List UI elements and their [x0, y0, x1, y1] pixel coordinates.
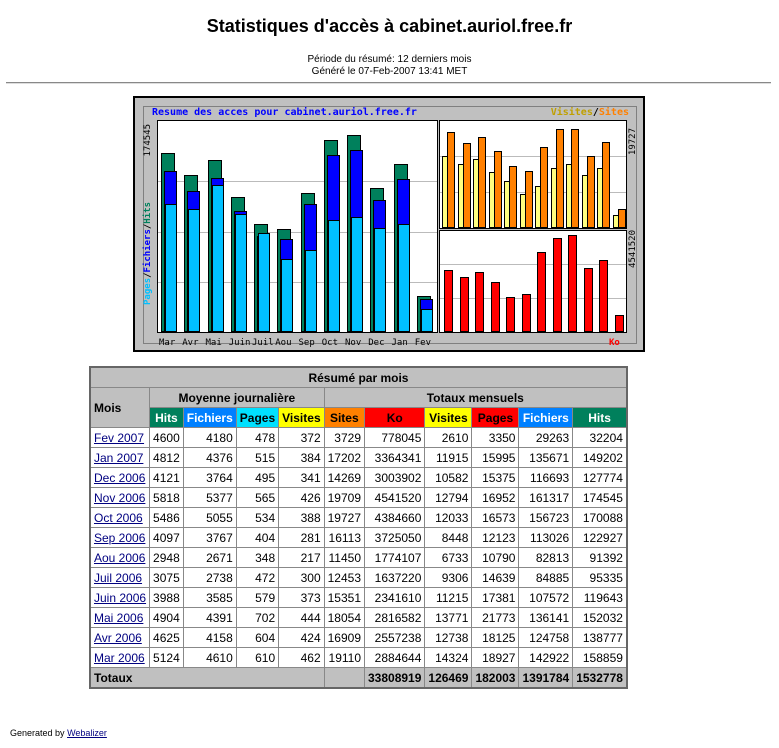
totals-cell: 1532778 — [573, 668, 627, 689]
value-cell: 95335 — [573, 568, 627, 588]
pages-bar — [398, 224, 410, 332]
value-cell: 372 — [279, 428, 324, 448]
col-monthly-hits: Hits — [573, 408, 627, 428]
legend-sites: Sites — [598, 107, 629, 118]
pages-bar — [212, 185, 224, 332]
value-cell: 82813 — [519, 548, 573, 568]
value-cell: 4121 — [150, 468, 184, 488]
month-cell — [90, 468, 150, 488]
value-cell: 2671 — [183, 548, 236, 568]
month-label: Juil — [252, 338, 274, 348]
sites-bar — [587, 156, 595, 228]
sites-bar — [556, 129, 564, 228]
value-cell: 16573 — [472, 508, 519, 528]
month-label: Mai — [205, 338, 222, 348]
generated-date: Généré le 07-Feb-2007 13:41 MET — [311, 66, 468, 77]
monthly-summary-table — [89, 366, 628, 689]
value-cell: 4812 — [150, 448, 184, 468]
value-cell: 113026 — [519, 528, 573, 548]
value-cell: 152032 — [573, 608, 627, 628]
table-row — [90, 628, 627, 648]
legend-fichiers: Fichiers — [143, 229, 153, 273]
value-cell: 16952 — [472, 488, 519, 508]
value-cell: 444 — [279, 608, 324, 628]
value-cell: 116693 — [519, 468, 573, 488]
month-link[interactable]: Juil 2006 — [94, 570, 143, 585]
table-row — [90, 508, 627, 528]
ko-bar — [599, 260, 608, 332]
ko-axis-max: 4541520 — [628, 230, 638, 268]
value-cell: 424 — [279, 628, 324, 648]
value-cell: 14639 — [472, 568, 519, 588]
graph-title: Resume des acces pour cabinet.auriol.free.fr — [152, 107, 417, 118]
totals-row — [90, 668, 627, 689]
month-label: Juin — [228, 338, 251, 348]
legend-separator: / — [592, 107, 599, 118]
pages-bar — [258, 233, 270, 332]
value-cell: 119643 — [573, 588, 627, 608]
ko-plot — [439, 230, 627, 333]
value-cell: 149202 — [573, 448, 627, 468]
value-cell: 11450 — [324, 548, 364, 568]
value-cell: 127774 — [573, 468, 627, 488]
value-cell: 2341610 — [365, 588, 425, 608]
pages-bar — [374, 228, 386, 332]
pages-bar — [305, 250, 317, 332]
value-cell: 373 — [279, 588, 324, 608]
month-cell — [90, 528, 150, 548]
value-cell: 142922 — [519, 648, 573, 668]
month-cell — [90, 648, 150, 668]
month-label: Oct — [321, 338, 339, 348]
month-link[interactable]: Dec 2006 — [94, 470, 146, 485]
pages-bar — [165, 204, 177, 332]
pages-bar — [235, 214, 247, 332]
value-cell: 2884644 — [365, 648, 425, 668]
col-daily-visites: Visites — [279, 408, 324, 428]
value-cell: 4625 — [150, 628, 184, 648]
col-daily-pages: Pages — [236, 408, 278, 428]
table-row — [90, 428, 627, 448]
value-cell: 170088 — [573, 508, 627, 528]
ko-bar — [584, 268, 593, 332]
value-cell: 122927 — [573, 528, 627, 548]
ko-bar — [460, 277, 469, 332]
pages-bar — [281, 259, 293, 332]
visits-axis-max: 19727 — [628, 128, 638, 156]
value-cell: 2816582 — [365, 608, 425, 628]
sites-bar — [571, 129, 579, 228]
totals-cell: 126469 — [425, 668, 472, 689]
value-cell: 3767 — [183, 528, 236, 548]
value-cell: 9306 — [425, 568, 472, 588]
sites-bar — [447, 132, 455, 228]
month-cell — [90, 428, 150, 448]
value-cell: 388 — [279, 508, 324, 528]
month-link[interactable]: Oct 2006 — [94, 510, 143, 525]
sites-bar — [540, 147, 548, 228]
ko-bar — [506, 297, 515, 332]
value-cell: 3075 — [150, 568, 184, 588]
totals-cell: 1391784 — [519, 668, 573, 689]
value-cell: 15375 — [472, 468, 519, 488]
value-cell: 3729 — [324, 428, 364, 448]
month-link[interactable]: Avr 2006 — [94, 630, 142, 645]
summary-info — [0, 54, 779, 78]
value-cell: 135671 — [519, 448, 573, 468]
graph-legend-visits-sites — [551, 107, 629, 118]
value-cell: 15995 — [472, 448, 519, 468]
value-cell: 341 — [279, 468, 324, 488]
totals-cell: 182003 — [472, 668, 519, 689]
value-cell: 10790 — [472, 548, 519, 568]
month-cell — [90, 548, 150, 568]
pages-bar — [421, 309, 433, 332]
ko-bar — [522, 294, 531, 332]
legend-visites: Visites — [550, 107, 593, 118]
value-cell: 426 — [279, 488, 324, 508]
value-cell: 124758 — [519, 628, 573, 648]
value-cell: 19110 — [324, 648, 364, 668]
left-axis-legend: Pages/Fichiers/Hits — [143, 202, 153, 305]
value-cell: 14324 — [425, 648, 472, 668]
summary-period: Période du résumé: 12 derniers mois — [307, 54, 472, 65]
value-cell: 1637220 — [365, 568, 425, 588]
value-cell: 174545 — [573, 488, 627, 508]
ko-bar — [491, 282, 500, 332]
value-cell: 4180 — [183, 428, 236, 448]
value-cell: 6733 — [425, 548, 472, 568]
col-mois: Mois — [90, 388, 150, 428]
month-cell — [90, 488, 150, 508]
ko-bar — [475, 272, 484, 332]
month-label: Jan — [391, 338, 408, 348]
value-cell: 12033 — [425, 508, 472, 528]
month-label: Avr — [182, 338, 199, 348]
value-cell: 2738 — [183, 568, 236, 588]
value-cell: 4384660 — [365, 508, 425, 528]
month-label: Nov — [345, 338, 362, 348]
ko-bar — [444, 270, 453, 332]
table-caption: Résumé par mois — [90, 367, 627, 388]
totals-cell: 33808919 — [365, 668, 425, 689]
value-cell: 11915 — [425, 448, 472, 468]
value-cell: 478 — [236, 428, 278, 448]
col-monthly-ko: Ko — [365, 408, 425, 428]
value-cell: 16909 — [324, 628, 364, 648]
page-title: Statistiques d'accès à cabinet.auriol.free.fr — [206, 16, 573, 36]
value-cell: 4904 — [150, 608, 184, 628]
sites-bar — [618, 209, 626, 228]
value-cell: 2610 — [425, 428, 472, 448]
value-cell: 138777 — [573, 628, 627, 648]
group-daily: Moyenne journalière — [150, 388, 325, 408]
table-row — [90, 648, 627, 668]
totals-empty — [324, 668, 364, 689]
pages-bar — [328, 220, 340, 332]
value-cell: 4097 — [150, 528, 184, 548]
value-cell: 3725050 — [365, 528, 425, 548]
month-link[interactable]: Nov 2006 — [94, 490, 146, 505]
table-row — [90, 608, 627, 628]
value-cell: 604 — [236, 628, 278, 648]
pages-bar — [188, 209, 200, 332]
month-label: Dec — [368, 338, 385, 348]
value-cell: 12123 — [472, 528, 519, 548]
month-label: Sep — [298, 338, 315, 348]
month-cell — [90, 628, 150, 648]
value-cell: 348 — [236, 548, 278, 568]
value-cell: 4158 — [183, 628, 236, 648]
value-cell: 12738 — [425, 628, 472, 648]
value-cell: 462 — [279, 648, 324, 668]
value-cell: 3988 — [150, 588, 184, 608]
value-cell: 3003902 — [365, 468, 425, 488]
value-cell: 4600 — [150, 428, 184, 448]
sites-bar — [494, 151, 502, 228]
value-cell: 610 — [236, 648, 278, 668]
value-cell: 12453 — [324, 568, 364, 588]
month-link[interactable]: Jan 2007 — [94, 450, 144, 465]
value-cell: 495 — [236, 468, 278, 488]
value-cell: 91392 — [573, 548, 627, 568]
value-cell: 107572 — [519, 588, 573, 608]
value-cell: 21773 — [472, 608, 519, 628]
top-divider — [6, 82, 771, 84]
month-link[interactable]: Juin 2006 — [94, 590, 147, 605]
month-cell — [90, 448, 150, 468]
value-cell: 579 — [236, 588, 278, 608]
value-cell: 5377 — [183, 488, 236, 508]
value-cell: 281 — [279, 528, 324, 548]
col-daily-fichiers: Fichiers — [183, 408, 236, 428]
sites-bar — [463, 143, 471, 228]
table-row — [90, 448, 627, 468]
col-monthly-visites: Visites — [425, 408, 472, 428]
table-row — [90, 568, 627, 588]
month-label: Mar — [159, 338, 176, 348]
value-cell: 3764 — [183, 468, 236, 488]
ko-bar — [615, 315, 624, 332]
footer-text: Generated by — [10, 728, 65, 738]
value-cell: 11215 — [425, 588, 472, 608]
value-cell: 161317 — [519, 488, 573, 508]
value-cell: 565 — [236, 488, 278, 508]
value-cell: 534 — [236, 508, 278, 528]
legend-pages: Pages — [143, 277, 153, 305]
value-cell: 18054 — [324, 608, 364, 628]
value-cell: 18125 — [472, 628, 519, 648]
value-cell: 12794 — [425, 488, 472, 508]
month-cell — [90, 588, 150, 608]
value-cell: 16113 — [324, 528, 364, 548]
group-monthly: Totaux mensuels — [324, 388, 627, 408]
value-cell: 515 — [236, 448, 278, 468]
value-cell: 32204 — [573, 428, 627, 448]
value-cell: 2948 — [150, 548, 184, 568]
table-row — [90, 588, 627, 608]
month-label: Aou — [275, 338, 292, 348]
value-cell: 3364341 — [365, 448, 425, 468]
value-cell: 18927 — [472, 648, 519, 668]
value-cell: 1774107 — [365, 548, 425, 568]
table-row — [90, 468, 627, 488]
value-cell: 4391 — [183, 608, 236, 628]
value-cell: 19709 — [324, 488, 364, 508]
value-cell: 13771 — [425, 608, 472, 628]
table-row — [90, 528, 627, 548]
month-link[interactable]: Aou 2006 — [94, 550, 146, 565]
ko-bar — [553, 238, 562, 332]
value-cell: 300 — [279, 568, 324, 588]
value-cell: 19727 — [324, 508, 364, 528]
value-cell: 3350 — [472, 428, 519, 448]
month-cell — [90, 608, 150, 628]
value-cell: 778045 — [365, 428, 425, 448]
month-cell — [90, 508, 150, 528]
month-link[interactable]: Sep 2006 — [94, 530, 146, 545]
value-cell: 5055 — [183, 508, 236, 528]
value-cell: 17202 — [324, 448, 364, 468]
value-cell: 5124 — [150, 648, 184, 668]
value-cell: 158859 — [573, 648, 627, 668]
value-cell: 15351 — [324, 588, 364, 608]
value-cell: 84885 — [519, 568, 573, 588]
totals-label: Totaux — [90, 668, 324, 689]
pages-bar — [351, 217, 363, 332]
col-daily-hits: Hits — [150, 408, 184, 428]
value-cell: 4541520 — [365, 488, 425, 508]
ko-label: Ko — [609, 338, 620, 348]
value-cell: 217 — [279, 548, 324, 568]
month-link[interactable]: Mar 2006 — [94, 650, 145, 665]
value-cell: 384 — [279, 448, 324, 468]
value-cell: 14269 — [324, 468, 364, 488]
value-cell: 10582 — [425, 468, 472, 488]
month-link[interactable]: Mai 2006 — [94, 610, 144, 625]
col-monthly-sites: Sites — [324, 408, 364, 428]
value-cell: 4376 — [183, 448, 236, 468]
value-cell: 702 — [236, 608, 278, 628]
table-row — [90, 488, 627, 508]
value-cell: 4610 — [183, 648, 236, 668]
value-cell: 8448 — [425, 528, 472, 548]
footer — [10, 728, 107, 738]
value-cell: 17381 — [472, 588, 519, 608]
table-row — [90, 548, 627, 568]
sites-bar — [509, 166, 517, 228]
sites-bar — [478, 137, 486, 228]
webalizer-link[interactable]: Webalizer — [67, 728, 107, 738]
left-axis-max: 174545 — [143, 124, 153, 157]
value-cell: 5486 — [150, 508, 184, 528]
value-cell: 136141 — [519, 608, 573, 628]
ko-bar — [537, 252, 546, 332]
value-cell: 29263 — [519, 428, 573, 448]
legend-hits: Hits — [143, 202, 153, 224]
month-cell — [90, 568, 150, 588]
month-link[interactable]: Fev 2007 — [94, 430, 145, 445]
value-cell: 3585 — [183, 588, 236, 608]
value-cell: 156723 — [519, 508, 573, 528]
value-cell: 2557238 — [365, 628, 425, 648]
hits-files-pages-plot — [157, 120, 438, 333]
sites-bar — [525, 171, 533, 228]
usage-graph — [133, 96, 645, 352]
value-cell: 472 — [236, 568, 278, 588]
visits-sites-plot — [439, 120, 627, 229]
col-monthly-pages: Pages — [472, 408, 519, 428]
ko-bar — [568, 235, 577, 332]
sites-bar — [602, 142, 610, 228]
month-label: Fev — [414, 338, 432, 348]
col-monthly-fichiers: Fichiers — [519, 408, 573, 428]
value-cell: 404 — [236, 528, 278, 548]
value-cell: 5818 — [150, 488, 184, 508]
